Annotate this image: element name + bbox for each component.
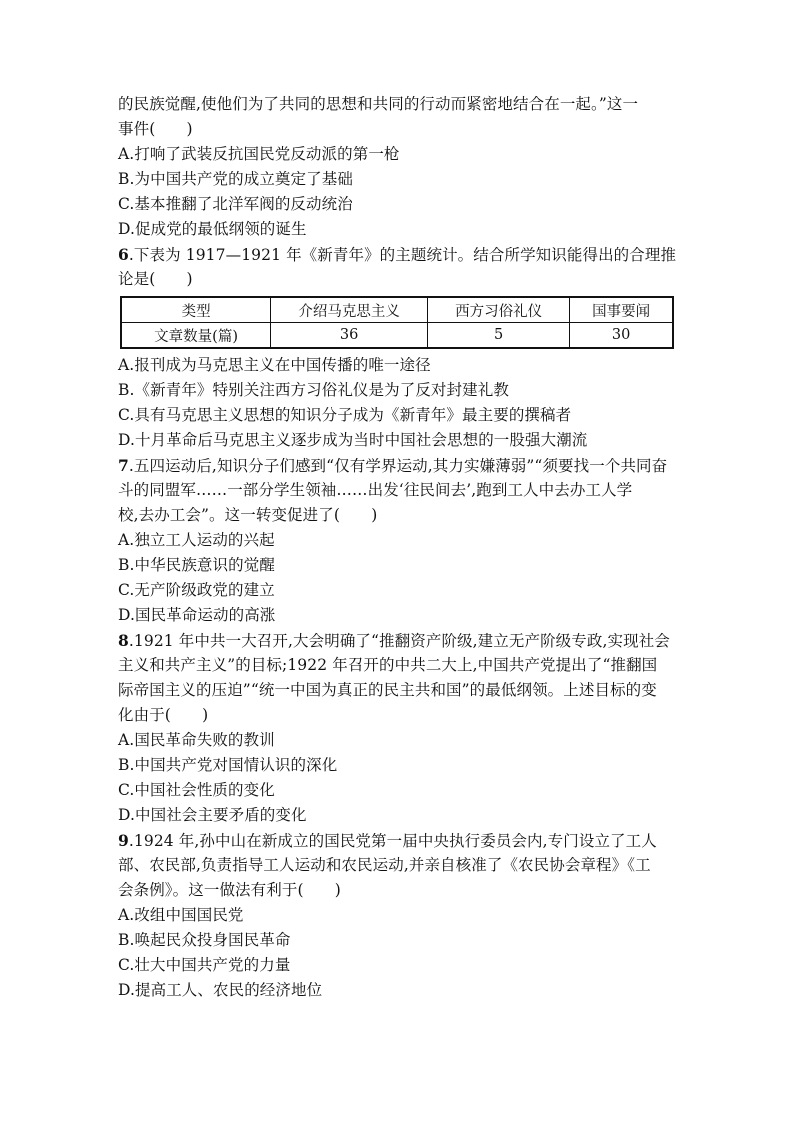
question-5-option-a: A.打响了武装反抗国民党反动派的第一枪: [118, 145, 400, 163]
topic-stats-table: [120, 296, 674, 349]
question-7-option-c: C.无产阶级政党的建立: [118, 581, 275, 599]
question-8-option-c: C.中国社会性质的变化: [118, 781, 275, 799]
question-7-option-b: B.中华民族意识的觉醒: [118, 556, 275, 574]
question-8-stem-line: 际帝国主义的压迫”“统一中国为真正的民主共和国”的最低纲领。上述目标的变: [118, 681, 657, 699]
question-5-stem-line: 的民族觉醒,使他们为了共同的思想和共同的行动而紧密地结合在一起。”这一: [118, 95, 639, 113]
question-7-option-d: D.国民革命运动的高涨: [118, 606, 276, 624]
table-cell: 文章数量(篇): [121, 323, 271, 349]
table-header-row: [121, 297, 673, 323]
table-header-cell: 国事要闻: [570, 297, 673, 323]
exam-page: [118, 92, 678, 1003]
question-8-option-a: A.国民革命失败的教训: [118, 731, 275, 749]
question-9-number: 9: [118, 831, 129, 850]
question-8-option-d: D.中国社会主要矛盾的变化: [118, 806, 307, 824]
table-cell: 36: [271, 323, 428, 349]
question-7-number: 7: [118, 456, 129, 475]
question-6-stem-line: 论是( ): [118, 270, 193, 288]
question-7-stem-line: 校,去办工会”。这一转变促进了( ): [118, 506, 378, 524]
question-8-option-b: B.中国共产党对国情认识的深化: [118, 756, 338, 774]
question-7-stem-line: 斗的同盟军……一部分学生领袖……出发‘往民间去’,跑到工人中去办工人学: [118, 481, 633, 499]
table-row: [121, 323, 673, 349]
question-9-option-a: A.改组中国国民党: [118, 906, 244, 924]
table-cell: 30: [570, 323, 673, 349]
question-5-option-c: C.基本推翻了北洋军阀的反动统治: [118, 195, 353, 213]
question-8-stem-line: 化由于( ): [118, 706, 209, 724]
question-8: [118, 628, 678, 828]
question-9-stem-text: .1924 年,孙中山在新成立的国民党第一届中央执行委员会内,专门设立了工人: [128, 832, 657, 850]
question-7-stem-line: [118, 453, 678, 478]
question-9: [118, 828, 678, 1003]
question-6: [118, 242, 678, 453]
question-7: [118, 453, 678, 628]
question-6-stem-line: [118, 242, 678, 267]
question-5-option-d: D.促成党的最低纲领的诞生: [118, 220, 307, 238]
question-5-option-b: B.为中国共产党的成立奠定了基础: [118, 170, 353, 188]
question-8-stem-line: 主义和共产主义”的目标;1922 年召开的中共二大上,中国共产党提出了“推翻国: [118, 656, 658, 674]
table-header-cell: 介绍马克思主义: [271, 297, 428, 323]
question-5: [118, 92, 678, 242]
question-8-stem-text: .1921 年中共一大召开,大会明确了“推翻资产阶级,建立无产阶级专政,实现社会: [128, 632, 670, 650]
question-9-stem-line: 部、农民部,负责指导工人运动和农民运动,并亲自核准了《农民协会章程》《工: [118, 856, 651, 874]
question-6-option-d: D.十月革命后马克思主义逐步成为当时中国社会思想的一股强大潮流: [118, 431, 588, 449]
question-8-number: 8: [118, 631, 129, 650]
question-9-option-b: B.唤起民众投身国民革命: [118, 931, 291, 949]
question-9-option-d: D.提高工人、农民的经济地位: [118, 981, 323, 999]
question-5-stem-line: 事件( ): [118, 120, 193, 138]
question-6-option-b: B.《新青年》特别关注西方习俗礼仪是为了反对封建礼教: [118, 381, 509, 399]
question-7-option-a: A.独立工人运动的兴起: [118, 531, 275, 549]
question-9-option-c: C.壮大中国共产党的力量: [118, 956, 291, 974]
question-6-number: 6: [118, 245, 129, 264]
question-9-stem-line: 会条例》。这一做法有利于( ): [118, 881, 341, 899]
question-6-stem-text: .下表为 1917—1921 年《新青年》的主题统计。结合所学知识能得出的合理推: [128, 246, 677, 264]
question-7-stem-text: .五四运动后,知识分子们感到“仅有学界运动,其力实嫌薄弱”“须要找一个共同奋: [128, 457, 668, 475]
table-header-cell: 西方习俗礼仪: [428, 297, 570, 323]
question-6-option-c: C.具有马克思主义思想的知识分子成为《新青年》最主要的撰稿者: [118, 406, 572, 424]
question-6-option-a: A.报刊成为马克思主义在中国传播的唯一途径: [118, 356, 431, 374]
table-header-cell: 类型: [121, 297, 271, 323]
question-9-stem-line: [118, 828, 678, 853]
table-cell: 5: [428, 323, 570, 349]
question-8-stem-line: [118, 628, 678, 653]
